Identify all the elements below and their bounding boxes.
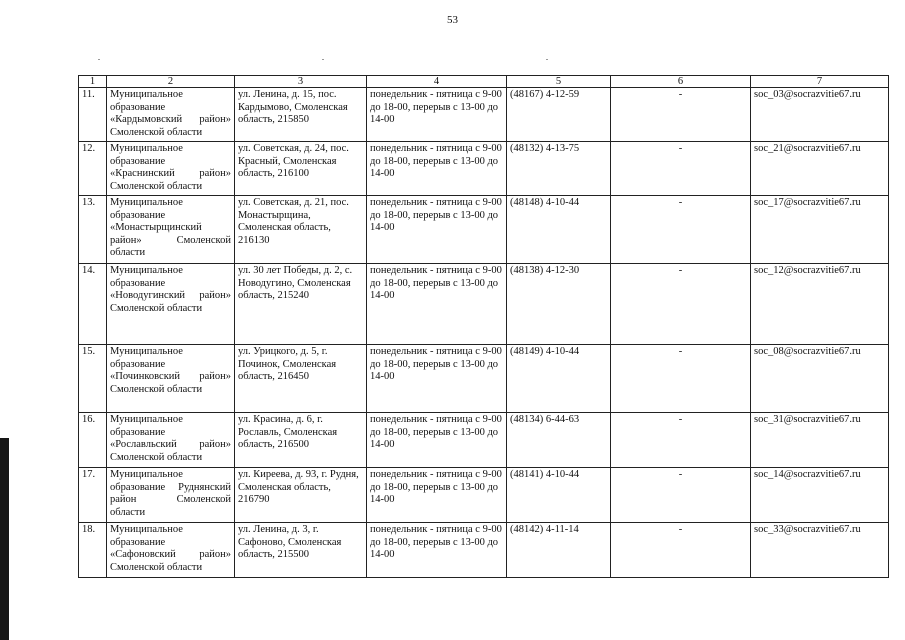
organization-name: Муниципальное образование «Монастырщинский район» Смоленской области [107, 196, 235, 264]
address: ул. Советская, д. 24, пос. Красный, Смоленская область, 216100 [235, 142, 367, 196]
working-hours: понедельник - пятница с 9-00 до 18-00, перерыв с 13-00 до 14-00 [367, 413, 507, 468]
header-cell: 4 [367, 76, 507, 88]
registry-table [78, 75, 889, 578]
address: ул. Ленина, д. 3, г. Сафоново, Смоленская область, 215500 [235, 523, 367, 578]
header-cell: 3 [235, 76, 367, 88]
col6-value: - [611, 88, 751, 142]
row-number: 18. [79, 523, 107, 578]
address: ул. Урицкого, д. 5, г. Починок, Смоленская область, 216450 [235, 345, 367, 413]
working-hours: понедельник - пятница с 9-00 до 18-00, перерыв с 13-00 до 14-00 [367, 88, 507, 142]
email: soc_31@socrazvitie67.ru [751, 413, 889, 468]
col6-value: - [611, 413, 751, 468]
row-number: 15. [79, 345, 107, 413]
address: ул. 30 лет Победы, д. 2, с. Новодугино, Смоленская область, 215240 [235, 264, 367, 345]
organization-name: Муниципальное образование Руднянский район Смоленской области [107, 468, 235, 523]
working-hours: понедельник - пятница с 9-00 до 18-00, перерыв с 13-00 до 14-00 [367, 523, 507, 578]
working-hours: понедельник - пятница с 9-00 до 18-00, перерыв с 13-00 до 14-00 [367, 142, 507, 196]
address: ул. Ленина, д. 15, пос. Кардымово, Смоленская область, 215850 [235, 88, 367, 142]
table-row [79, 142, 889, 196]
table-row [79, 88, 889, 142]
table-row [79, 196, 889, 264]
header-cell: 1 [79, 76, 107, 88]
phone: (48138) 4-12-30 [507, 264, 611, 345]
col6-value: - [611, 196, 751, 264]
scan-speck [546, 59, 548, 60]
col6-value: - [611, 264, 751, 345]
row-number: 16. [79, 413, 107, 468]
organization-name: Муниципальное образование «Починковский район» Смоленской области [107, 345, 235, 413]
phone: (48141) 4-10-44 [507, 468, 611, 523]
header-cell: 7 [751, 76, 889, 88]
col6-value: - [611, 345, 751, 413]
col6-value: - [611, 468, 751, 523]
page-number: 53 [447, 14, 458, 26]
row-number: 14. [79, 264, 107, 345]
email: soc_17@socrazvitie67.ru [751, 196, 889, 264]
address: ул. Красина, д. 6, г. Рославль, Смоленская область, 216500 [235, 413, 367, 468]
row-number: 11. [79, 88, 107, 142]
working-hours: понедельник - пятница с 9-00 до 18-00, перерыв с 13-00 до 14-00 [367, 345, 507, 413]
phone: (48132) 4-13-75 [507, 142, 611, 196]
col6-value: - [611, 142, 751, 196]
scan-edge-bar [0, 438, 9, 640]
phone: (48167) 4-12-59 [507, 88, 611, 142]
working-hours: понедельник - пятница с 9-00 до 18-00, перерыв с 13-00 до 14-00 [367, 196, 507, 264]
working-hours: понедельник - пятница с 9-00 до 18-00, перерыв с 13-00 до 14-00 [367, 468, 507, 523]
scan-speck [98, 59, 100, 60]
organization-name: Муниципальное образование «Новодугинский район» Смоленской области [107, 264, 235, 345]
table-row [79, 264, 889, 345]
email: soc_33@socrazvitie67.ru [751, 523, 889, 578]
email: soc_03@socrazvitie67.ru [751, 88, 889, 142]
phone: (48142) 4-11-14 [507, 523, 611, 578]
working-hours: понедельник - пятница с 9-00 до 18-00, перерыв с 13-00 до 14-00 [367, 264, 507, 345]
email: soc_12@socrazvitie67.ru [751, 264, 889, 345]
row-number: 13. [79, 196, 107, 264]
table-row [79, 468, 889, 523]
scan-speck [322, 59, 324, 60]
address: ул. Киреева, д. 93, г. Рудня, Смоленская область, 216790 [235, 468, 367, 523]
organization-name: Муниципальное образование «Кардымовский район» Смоленской области [107, 88, 235, 142]
table-row [79, 413, 889, 468]
phone: (48149) 4-10-44 [507, 345, 611, 413]
header-row [79, 76, 889, 88]
organization-name: Муниципальное образование «Сафоновский район» Смоленской области [107, 523, 235, 578]
col6-value: - [611, 523, 751, 578]
table-row [79, 345, 889, 413]
header-cell: 5 [507, 76, 611, 88]
header-cell: 2 [107, 76, 235, 88]
organization-name: Муниципальное образование «Краснинский район» Смоленской области [107, 142, 235, 196]
organization-name: Муниципальное образование «Рославльский район» Смоленской области [107, 413, 235, 468]
address: ул. Советская, д. 21, пос. Монастырщина, Смоленская область, 216130 [235, 196, 367, 264]
row-number: 17. [79, 468, 107, 523]
email: soc_14@socrazvitie67.ru [751, 468, 889, 523]
phone: (48134) 6-44-63 [507, 413, 611, 468]
header-cell: 6 [611, 76, 751, 88]
email: soc_21@socrazvitie67.ru [751, 142, 889, 196]
phone: (48148) 4-10-44 [507, 196, 611, 264]
row-number: 12. [79, 142, 107, 196]
table-row [79, 523, 889, 578]
email: soc_08@socrazvitie67.ru [751, 345, 889, 413]
